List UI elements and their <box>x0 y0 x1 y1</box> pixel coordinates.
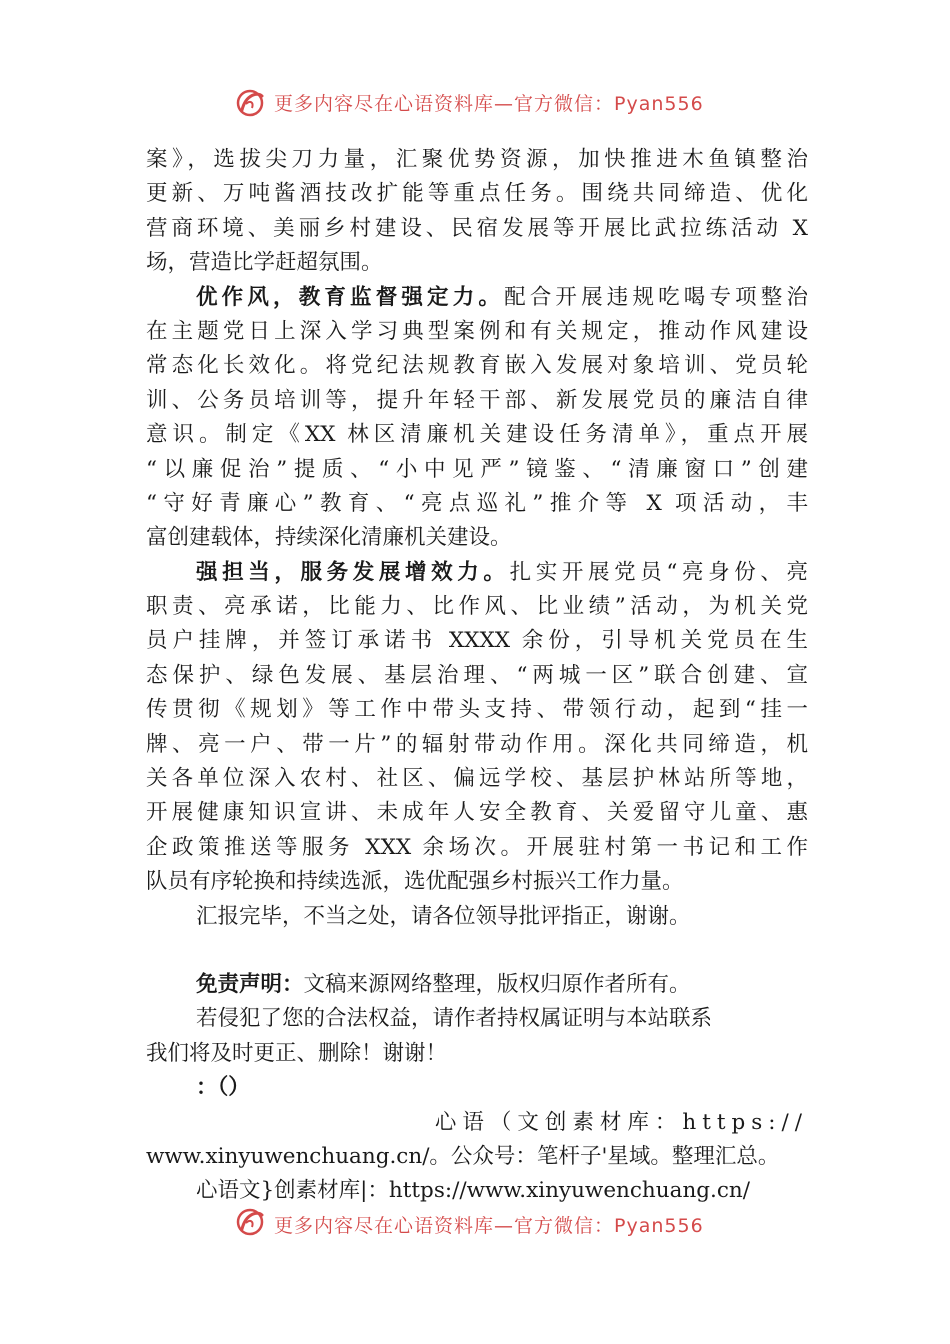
text-line: “守好青廉心”教育、“亮点巡礼”推介等 X 项活动，丰 <box>146 490 808 516</box>
section-heading: 优作风，教育监督强定力。 <box>196 284 505 310</box>
text-line: 场，营造比学赶超氛围。 <box>146 250 383 276</box>
section-heading: 强担当，服务发展增效力。 <box>196 559 510 585</box>
disclaimer-line: 我们将及时更正、删除！谢谢！ <box>146 1040 448 1066</box>
text-line: “以廉促治”提质、“小中见严”镜鉴、“清廉窗口”创建 <box>146 456 808 482</box>
text-line: 传贯彻《规划》等工作中带头支持、带领行动，起到“挂一 <box>146 697 808 723</box>
text-line: 员户挂牌，并签订承诺书 XXXX 余份，引导机关党员在生 <box>146 628 808 654</box>
text-line: 队员有序轮换和持续选派，选优配强乡村振兴工作力量。 <box>146 869 684 895</box>
disclaimer-label: 免责声明： <box>196 971 304 997</box>
text-run: 配合开展违规吃喝专项整治 <box>504 284 808 310</box>
document-body <box>146 143 808 1209</box>
logo-swirl-icon <box>232 84 268 120</box>
text-line: 态保护、绿色发展、基层治理、“两城一区”联合创建、宣 <box>146 662 808 688</box>
source-line: www.xinyuwenchuang.cn/。公众号：笔杆子'星域。整理汇总。 <box>146 1143 780 1169</box>
disclaimer-line <box>146 968 808 1002</box>
logo-swirl-icon <box>232 1206 268 1236</box>
spacer <box>146 934 808 968</box>
paragraph-first-line <box>146 556 808 590</box>
watermark-text: 更多内容尽在心语资料库—官方微信：Pyan556 <box>274 92 704 115</box>
text-line: 企政策推送等服务 XXX 余场次。开展驻村第一书记和工作 <box>146 834 808 860</box>
text-line: 牌、亮一户、带一片”的辐射带动作用。深化共同缔造，机 <box>146 731 808 757</box>
text-line: 常态化长效化。将党纪法规教育嵌入发展对象培训、党员轮 <box>146 353 808 379</box>
text-line: 在主题党日上深入学习典型案例和有关规定，推动作风建设 <box>146 318 808 344</box>
paragraph-first-line <box>146 281 808 315</box>
text-line: 案》，选拔尖刀力量，汇聚优势资源，加快推进木鱼镇整治 <box>146 147 808 172</box>
text-line: 更新、万吨酱酒技改扩能等重点任务。围绕共同缔造、优化 <box>146 181 808 207</box>
disclaimer-line: 若侵犯了您的合法权益，请作者持权属证明与本站联系 <box>196 1006 713 1032</box>
disclaimer-text: 文稿来源网络整理，版权归原作者所有。 <box>303 971 691 997</box>
text-line: 营商环境、美丽乡村建设、民宿发展等开展比武拉练活动 X <box>146 215 808 241</box>
disclaimer-marks: ：（） <box>196 1075 250 1101</box>
text-line: 职责、亮承诺，比能力、比作风、比业绩”活动，为机关党 <box>146 594 808 620</box>
text-line: 富创建载体，持续深化清廉机关建设。 <box>146 525 512 551</box>
closing-line: 汇报完毕，不当之处，请各位领导批评指正，谢谢。 <box>196 903 691 929</box>
source-line: 心语文}创素材库|：https://www.xinyuwenchuang.cn/ <box>196 1178 751 1204</box>
text-run: 扎实开展党员“亮身份、亮 <box>509 559 808 585</box>
text-line: 开展健康知识宣讲、未成年人安全教育、关爱留守儿童、惠 <box>146 800 808 826</box>
watermark-text: 更多内容尽在心语资料库—官方微信：Pyan556 <box>274 1214 704 1236</box>
footer-watermark <box>232 1206 722 1236</box>
text-line: 训、公务员培训等，提升年轻干部、新发展党员的廉洁自律 <box>146 387 808 413</box>
header-watermark <box>232 84 722 120</box>
source-line: 心语（文创素材库：https:// <box>434 1109 808 1135</box>
text-line: 关各单位深入农村、社区、偏远学校、基层护林站所等地， <box>146 766 808 792</box>
text-line: 意识。制定《XX 林区清廉机关建设任务清单》，重点开展 <box>146 422 808 448</box>
